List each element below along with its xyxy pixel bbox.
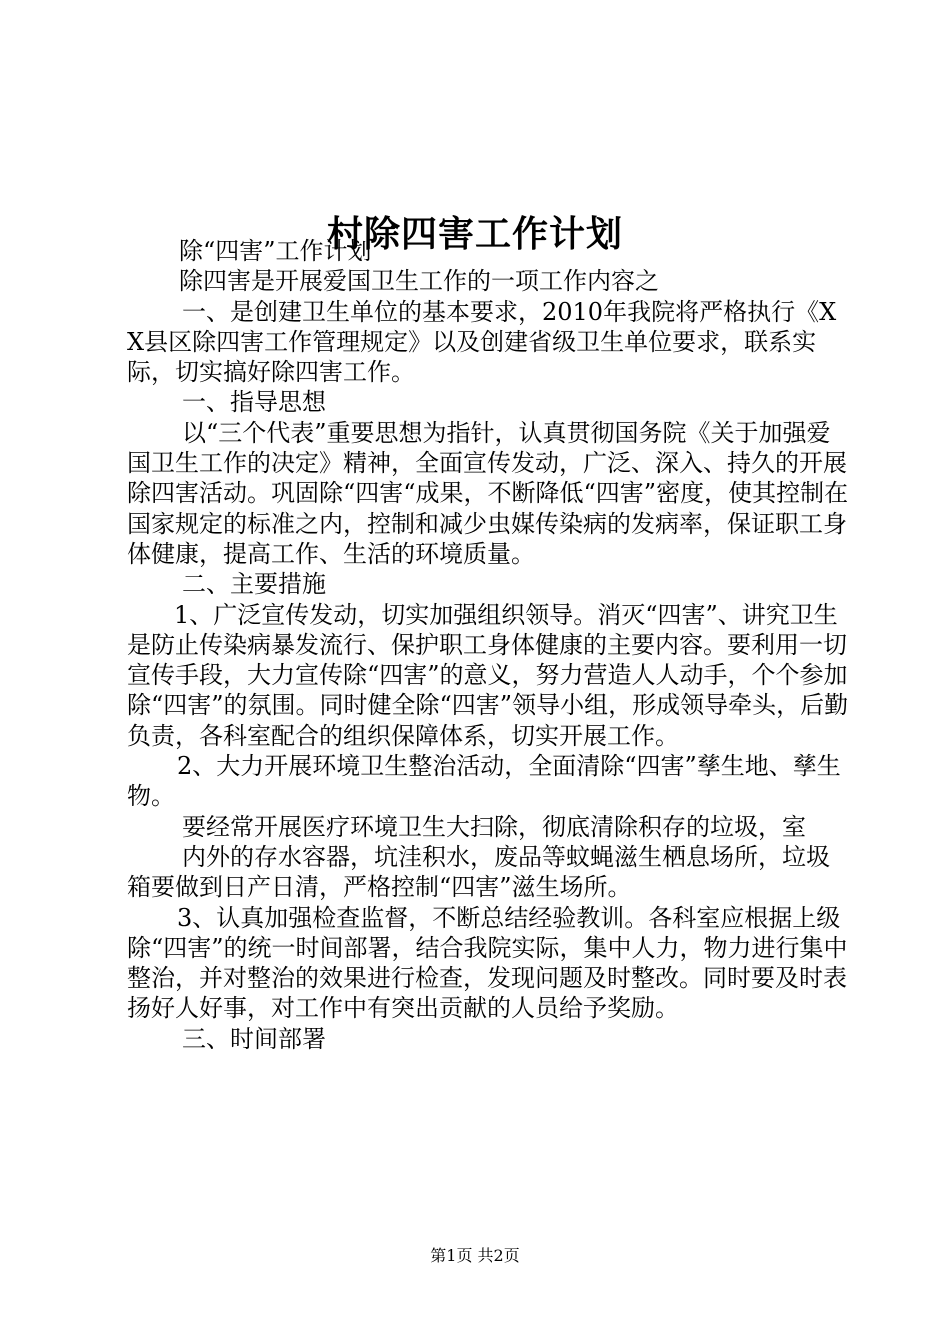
heading-guiding-ideology: 一、指导思想 xyxy=(182,388,326,417)
paragraph-intro: 除四害是开展爱国卫生工作的一项工作内容之 xyxy=(179,267,659,296)
heading-main-measures: 二、主要措施 xyxy=(182,570,326,599)
heading-time-schedule: 三、时间部署 xyxy=(182,1024,326,1053)
page-footer: 第1页 共2页 xyxy=(430,1246,520,1265)
document-title: 村除四害工作计划 xyxy=(326,213,623,256)
document-body xyxy=(127,236,849,1054)
paragraph-guiding-ideology: 以“三个代表”重要思想为指针，认真贯彻国务院《关于加强爱国卫生工作的决定》精神，全面宣传发动，广泛、深入、持久的开展除四害活动。巩固除“四害“成果，不断降低“四害”密度，使其控制在国家规定的标准之内，控制和减少虫媒传染病的发病率，保证职工身体健康，提高工作、生活的环境质量。 xyxy=(127,418,849,568)
paragraph-measure-2-detail-a: 要经常开展医疗环境卫生大扫除，彻底清除积存的垃圾，室 xyxy=(182,812,806,841)
paragraph-basic-requirement: 一、是创建卫生单位的基本要求，2010年我院将严格执行《XX县区除四害工作管理规定》以及创建省级卫生单位要求，联系实际，切实搞好除四害工作。 xyxy=(127,297,837,387)
paragraph-measure-3: 3、认真加强检查监督，不断总结经验教训。各科室应根据上级除“四害”的统一时间部署，结合我院实际，集中人力，物力进行集中整治，并对整治的效果进行检查，发现问题及时整改。同时要及时表扬好人好事，对工作中有突出贡献的人员给予奖励。 xyxy=(127,903,848,1023)
paragraph-measure-1: 1、广泛宣传发动，切实加强组织领导。消灭“四害”、讲究卫生是防止传染病暴发流行、保护职工身体健康的主要内容。要利用一切宣传手段，大力宣传除“四害”的意义，努力营造人人动手，个个参加除“四害”的氛围。同时健全除“四害”领导小组，形成领导牵头，后勤负责，各科室配合的组织保障体系，切实开展工作。 xyxy=(127,600,849,750)
paragraph-measure-2-detail-b: 内外的存水容器，坑洼积水，废品等蚊蝇滋生栖息场所，垃圾箱要做到日产日清，严格控制“四害”滋生场所。 xyxy=(127,842,830,902)
paragraph-subtitle: 除“四害”工作计划 xyxy=(179,237,372,265)
paragraph-measure-2: 2、大力开展环境卫生整治活动，全面清除“四害”孳生地、孳生物。 xyxy=(127,752,841,811)
